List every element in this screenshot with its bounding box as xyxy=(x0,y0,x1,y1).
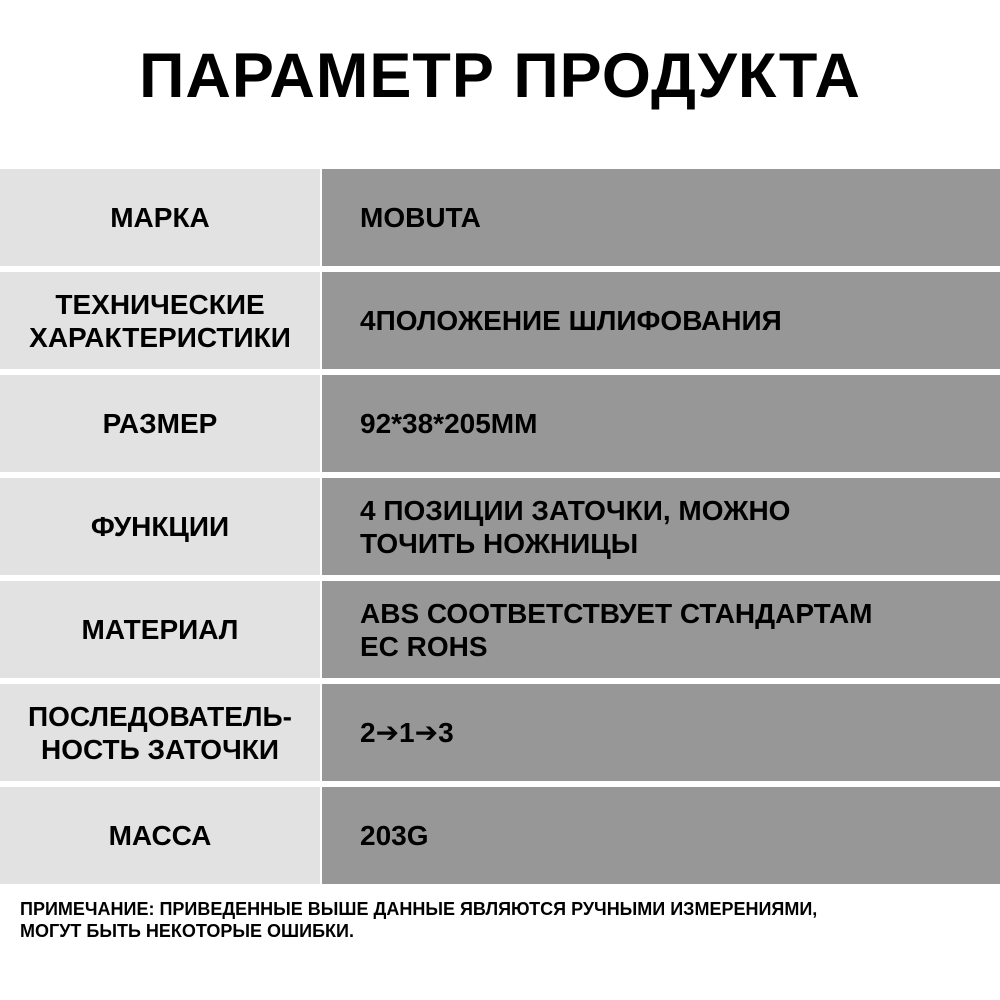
spec-label-material: МАТЕРИАЛ xyxy=(0,581,320,678)
spec-value-brand: MOBUTA xyxy=(322,169,1000,266)
spec-value-functions: 4 ПОЗИЦИИ ЗАТОЧКИ, МОЖНО ТОЧИТЬ НОЖНИЦЫ xyxy=(322,478,1000,575)
spec-row-functions xyxy=(0,478,1000,575)
spec-row-weight xyxy=(0,787,1000,884)
spec-label-weight: МАССА xyxy=(0,787,320,884)
spec-row-size xyxy=(0,375,1000,472)
spec-value-specifications: 4ПОЛОЖЕНИЕ ШЛИФОВАНИЯ xyxy=(322,272,1000,369)
spec-label-specifications: ТЕХНИЧЕСКИЕ ХАРАКТЕРИСТИКИ xyxy=(0,272,320,369)
spec-row-specifications xyxy=(0,272,1000,369)
page-title: ПАРАМЕТР ПРОДУКТА xyxy=(139,41,861,111)
spec-label-functions: ФУНКЦИИ xyxy=(0,478,320,575)
spec-row-brand xyxy=(0,169,1000,266)
spec-label-brand: МАРКА xyxy=(0,169,320,266)
spec-label-size: РАЗМЕР xyxy=(0,375,320,472)
spec-value-size: 92*38*205MM xyxy=(322,375,1000,472)
spec-label-sharpening-order: ПОСЛЕДОВАТЕЛЬ- НОСТЬ ЗАТОЧКИ xyxy=(0,684,320,781)
spec-value-material: ABS СООТВЕТСТВУЕТ СТАНДАРТАМ EC ROHS xyxy=(322,581,1000,678)
spec-row-sharpening-order xyxy=(0,684,1000,781)
spec-row-material xyxy=(0,581,1000,678)
spec-table xyxy=(0,169,1000,884)
spec-value-sharpening-order: 2➔1➔3 xyxy=(322,684,1000,781)
spec-value-weight: 203G xyxy=(322,787,1000,884)
footnote: ПРИМЕЧАНИЕ: ПРИВЕДЕННЫЕ ВЫШЕ ДАННЫЕ ЯВЛЯЮТСЯ РУЧНЫМИ ИЗМЕРЕНИЯМИ, МОГУТ БЫТЬ НЕКОТОРЫЕ ОШИБКИ. xyxy=(20,899,818,941)
